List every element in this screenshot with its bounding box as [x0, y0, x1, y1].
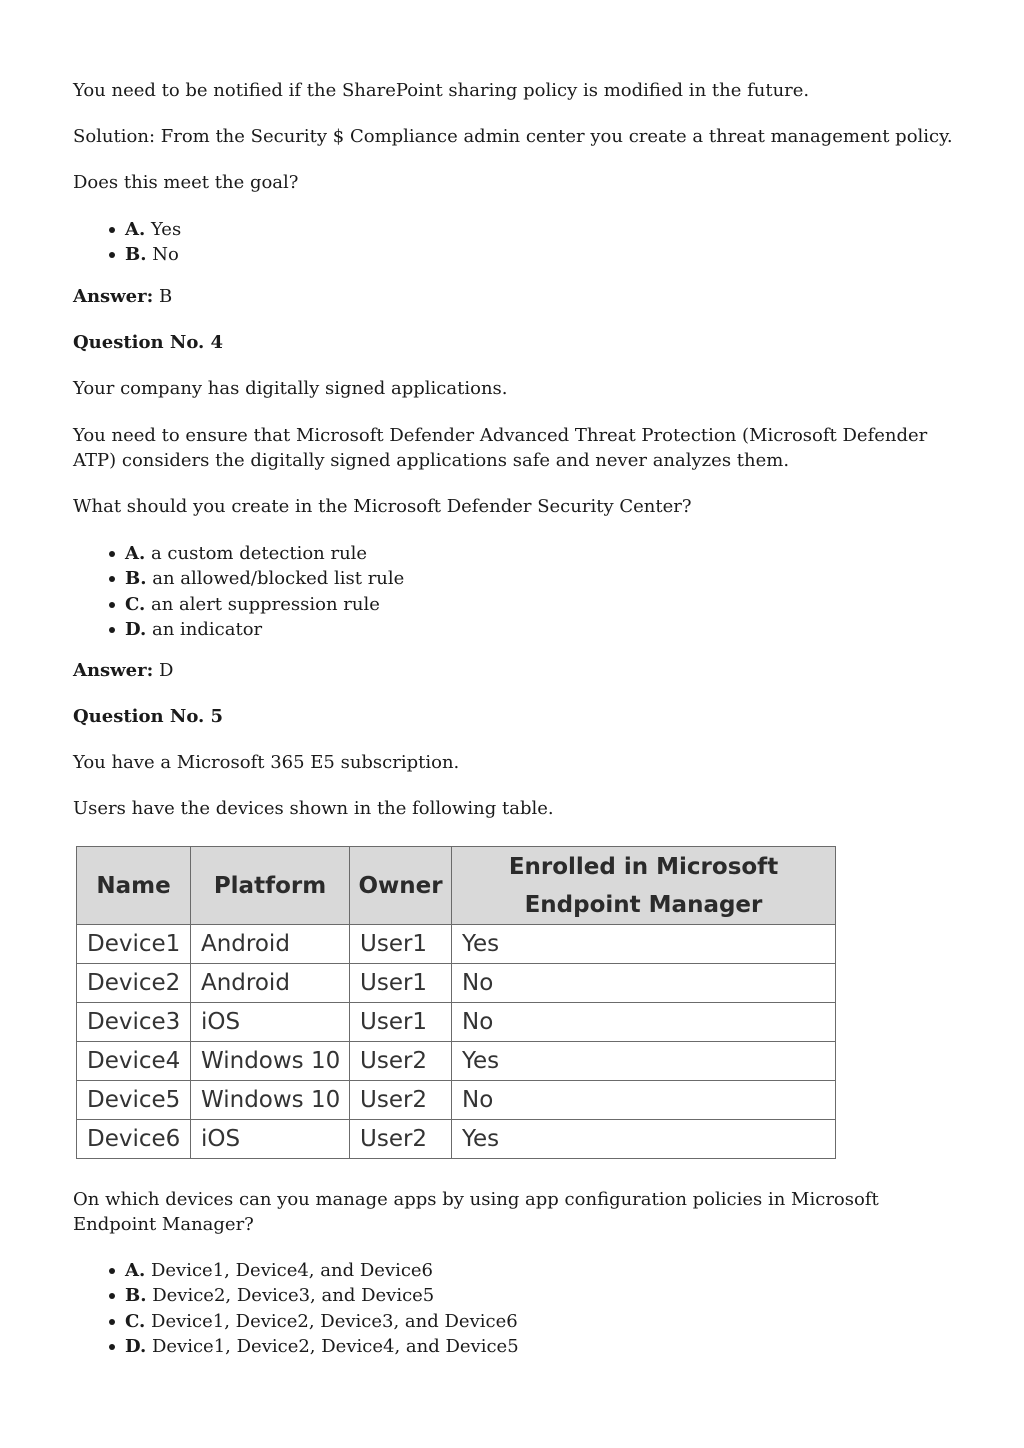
cell-owner: User1	[350, 925, 452, 964]
q3-option-b	[125, 242, 181, 267]
q4-answer	[73, 658, 173, 683]
q5-option-b	[125, 1283, 519, 1308]
header-platform: Platform	[191, 847, 350, 925]
table-row	[77, 964, 836, 1003]
option-letter: B.	[125, 1285, 147, 1307]
q4-question: What should you create in the Microsoft Defender Security Center?	[73, 496, 692, 517]
option-text: Device1, Device2, Device4, and Device5	[151, 1335, 519, 1357]
q3-goal-question: Does this meet the goal?	[73, 172, 299, 193]
cell-owner: User1	[350, 964, 452, 1003]
cell-owner: User1	[350, 1003, 452, 1042]
option-letter: C.	[125, 593, 146, 615]
q5-statement: You have a Microsoft 365 E5 subscription.	[73, 752, 460, 773]
q4-options	[73, 541, 404, 642]
cell-platform: Windows 10	[191, 1081, 350, 1120]
q4-heading: Question No. 4	[73, 332, 224, 353]
cell-platform: iOS	[191, 1120, 350, 1159]
option-letter: A.	[125, 543, 146, 564]
table-header-row	[77, 847, 836, 925]
q5-question: On which devices can you manage apps by using app configuration policies in Microsoft Endpoint Manager?	[73, 1189, 879, 1235]
answer-value: B	[159, 286, 173, 307]
cell-name: Device6	[77, 1120, 191, 1159]
q4-statement: Your company has digitally signed applications.	[73, 378, 508, 399]
table-row	[77, 1042, 836, 1081]
q3-options	[73, 217, 181, 268]
header-owner: Owner	[350, 847, 452, 925]
option-text: an allowed/blocked list rule	[152, 568, 405, 590]
option-letter: B.	[125, 568, 147, 590]
option-text: Device2, Device3, and Device5	[152, 1285, 435, 1307]
cell-name: Device1	[77, 925, 191, 964]
cell-platform: Android	[191, 964, 350, 1003]
q5-table-intro: Users have the devices shown in the following table.	[73, 798, 554, 819]
q5-options	[73, 1258, 519, 1359]
devices-table	[76, 846, 836, 1159]
header-name: Name	[77, 847, 191, 925]
answer-label: Answer:	[73, 660, 154, 681]
q5-heading: Question No. 5	[73, 706, 224, 727]
cell-platform: Android	[191, 925, 350, 964]
q4-option-c	[125, 592, 404, 617]
cell-name: Device4	[77, 1042, 191, 1081]
option-letter: D.	[125, 618, 147, 640]
cell-platform: iOS	[191, 1003, 350, 1042]
table-row	[77, 1081, 836, 1120]
header-enrolled: Enrolled in Microsoft Endpoint Manager	[452, 847, 836, 925]
table-row	[77, 925, 836, 964]
q4-option-b	[125, 566, 404, 591]
option-letter: A.	[125, 1260, 146, 1281]
table-row	[77, 1003, 836, 1042]
cell-enrolled: No	[452, 964, 836, 1003]
option-letter: B.	[125, 244, 147, 266]
cell-owner: User2	[350, 1042, 452, 1081]
q3-solution: Solution: From the Security $ Compliance admin center you create a threat management policy.	[73, 126, 953, 147]
option-letter: A.	[125, 219, 146, 240]
cell-enrolled: Yes	[452, 925, 836, 964]
cell-owner: User2	[350, 1120, 452, 1159]
cell-owner: User2	[350, 1081, 452, 1120]
option-text: a custom detection rule	[150, 543, 368, 564]
q3-statement: You need to be notified if the SharePoint sharing policy is modified in the future.	[73, 80, 810, 101]
option-text: an alert suppression rule	[151, 593, 380, 615]
cell-enrolled: No	[452, 1081, 836, 1120]
cell-platform: Windows 10	[191, 1042, 350, 1081]
q4-requirement: You need to ensure that Microsoft Defender Advanced Threat Protection (Microsoft Defender ATP) considers the digitally signed applications safe and never analyzes them.	[73, 425, 928, 471]
option-text: Device1, Device4, and Device6	[150, 1260, 434, 1281]
answer-label: Answer:	[73, 286, 154, 307]
cell-name: Device5	[77, 1081, 191, 1120]
q4-option-a	[125, 541, 404, 566]
cell-name: Device3	[77, 1003, 191, 1042]
answer-value: D	[159, 660, 174, 681]
q4-option-d	[125, 617, 404, 642]
q3-option-a	[125, 217, 181, 242]
option-text: No	[152, 244, 179, 266]
option-letter: D.	[125, 1335, 147, 1357]
q3-answer	[73, 284, 172, 309]
q5-option-d	[125, 1334, 519, 1359]
option-letter: C.	[125, 1310, 146, 1332]
q5-option-c	[125, 1309, 519, 1334]
cell-enrolled: No	[452, 1003, 836, 1042]
cell-enrolled: Yes	[452, 1042, 836, 1081]
q5-option-a	[125, 1258, 519, 1283]
option-text: Yes	[150, 219, 182, 240]
cell-enrolled: Yes	[452, 1120, 836, 1159]
cell-name: Device2	[77, 964, 191, 1003]
option-text: Device1, Device2, Device3, and Device6	[151, 1310, 518, 1332]
option-text: an indicator	[151, 618, 263, 640]
table-row	[77, 1120, 836, 1159]
